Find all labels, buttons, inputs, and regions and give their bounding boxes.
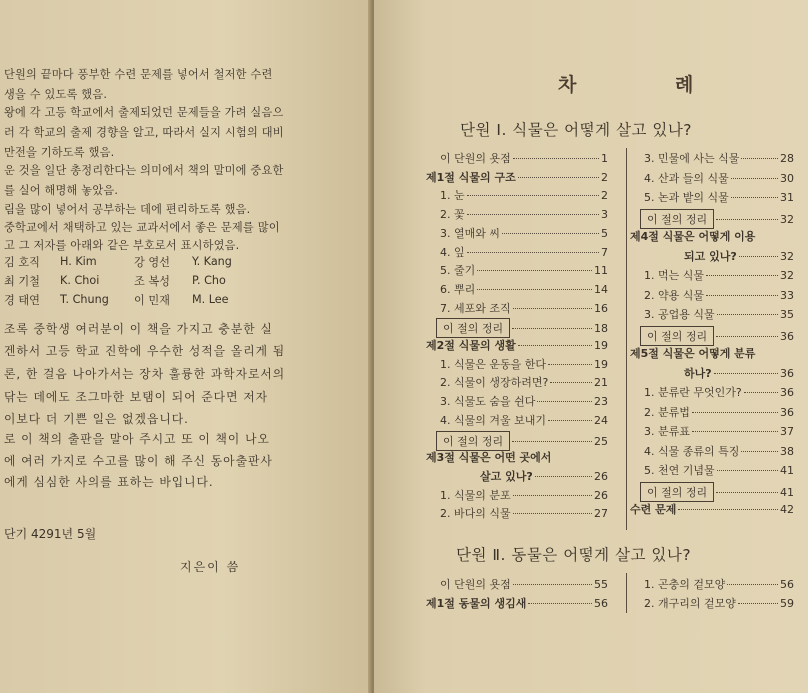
toc-entry[interactable]: [426, 595, 608, 611]
toc-entry[interactable]: [630, 443, 794, 459]
toc-entry[interactable]: [426, 318, 608, 338]
toc-entry[interactable]: [426, 449, 608, 465]
toc-page-number: 41: [780, 464, 794, 477]
toc-page-number: 26: [594, 488, 608, 502]
toc-title: 차 례: [558, 74, 740, 96]
preface-line: 러 각 학교의 출제 경향을 알고, 따라서 실지 시험의 대비: [4, 126, 284, 139]
toc-page-number: 21: [594, 376, 608, 390]
toc-page-number: 36: [780, 366, 794, 380]
unit-2-heading: 단원 Ⅱ. 동물은 어떻게 살고 있나?: [456, 546, 692, 564]
toc-entry[interactable]: [630, 595, 794, 611]
toc-page-number: 41: [780, 485, 794, 499]
leader-dots: [548, 420, 592, 421]
leader-dots: [714, 373, 778, 374]
toc-entry[interactable]: [630, 462, 794, 478]
toc-entry-label: 수련 문제: [630, 503, 677, 516]
preface-line: 중학교에서 채택하고 있는 교과서에서 좋은 문제를 많이: [4, 221, 280, 234]
closing-line: 에 여러 가지로 수고를 많이 해 주신 동아출판사: [4, 454, 273, 468]
author-row: [4, 290, 232, 309]
toc-page-number: 16: [594, 301, 608, 315]
preface-line: 를 실어 해명해 놓았음.: [4, 184, 119, 197]
toc-entry[interactable]: [426, 393, 608, 409]
leader-dots: [513, 308, 592, 309]
toc-entry[interactable]: [630, 209, 794, 229]
author-cell: 강 영선: [134, 255, 170, 269]
leader-dots: [512, 441, 592, 442]
leader-dots: [706, 275, 778, 276]
leader-dots: [741, 451, 778, 452]
leader-dots: [518, 177, 599, 178]
toc-page-number: 32: [780, 212, 794, 226]
toc-page-number: 2: [601, 170, 608, 184]
toc-entry-label: 2. 꽃: [440, 208, 465, 222]
toc-entry-label: 살고 있나?: [480, 469, 533, 483]
author-cell: P. Cho: [192, 274, 226, 287]
toc-page-number: 33: [780, 288, 794, 302]
leader-dots: [739, 256, 778, 257]
toc-entry-label: 하나?: [684, 366, 712, 380]
toc-entry-label: 제1절 식물의 구조: [426, 170, 516, 184]
toc-entry-label: 2. 약용 식물: [644, 288, 704, 302]
author-cell: 경 태연: [4, 293, 40, 307]
toc-entry-label: 되고 있나?: [684, 249, 737, 263]
toc-entry-label: 4. 잎: [440, 245, 465, 259]
toc-entry-label: 3. 민물에 사는 식물: [644, 152, 740, 165]
toc-entry[interactable]: [426, 487, 608, 503]
leader-dots: [548, 364, 592, 365]
author-cell: 김 호직: [4, 255, 40, 269]
toc-entry-label: 3. 분류표: [644, 425, 690, 438]
author-cell: Y. Kang: [192, 255, 232, 268]
toc-entry[interactable]: [426, 505, 608, 521]
toc-entry[interactable]: [426, 468, 608, 484]
toc-entry-label: 3. 열매와 씨: [440, 226, 500, 240]
toc-entry-label: 6. 뿌리: [440, 282, 476, 296]
toc-entry-label: 제2절 식물의 생활: [426, 339, 516, 352]
toc-entry[interactable]: [630, 326, 794, 346]
leader-dots: [513, 513, 592, 514]
author-codes-table: [4, 252, 232, 309]
toc-page-number: 3: [601, 208, 608, 222]
toc-entry[interactable]: [426, 337, 608, 353]
leader-dots: [738, 603, 778, 604]
closing-line: 겐하서 고등 학교 진학에 우수한 성적을 올리게 됨: [4, 344, 286, 358]
leader-dots: [741, 158, 778, 159]
toc-entry[interactable]: [426, 356, 608, 372]
toc-entry[interactable]: [426, 225, 608, 241]
toc-page-number: 24: [594, 413, 608, 427]
toc-page-number: 30: [780, 171, 794, 185]
preface-line: 만전을 기하도록 했음.: [4, 146, 115, 159]
toc-entry-label: 5. 줄기: [440, 264, 476, 278]
toc-page-number: 42: [780, 503, 794, 516]
toc-page-number: 32: [780, 269, 794, 282]
toc-entry[interactable]: [426, 281, 608, 297]
closing-line: 로 이 책의 출판을 말아 주시고 또 이 책이 나오: [4, 432, 270, 446]
leader-dots: [706, 295, 778, 296]
toc-entry[interactable]: [630, 501, 794, 517]
leader-dots: [502, 233, 599, 234]
toc-page-number: 28: [780, 152, 794, 165]
closing-line: 닦는 데에도 조그마한 보탬이 되어 준다면 저자: [4, 390, 269, 404]
toc-entry[interactable]: [630, 267, 794, 283]
toc-page-number: 35: [780, 308, 794, 321]
toc-entry-label: 이 단원의 욧점: [440, 152, 511, 165]
toc-entry[interactable]: [426, 150, 608, 166]
toc-entry[interactable]: [630, 576, 794, 592]
author-cell: H. Kim: [60, 255, 97, 268]
preface-line: 운 것을 일단 총정리한다는 의미에서 책의 말미에 중요한: [4, 164, 284, 177]
preface-signature: 지은이 씀: [180, 560, 241, 574]
toc-entry-label: 2. 바다의 식물: [440, 507, 511, 521]
toc-entry-label: 이 절의 정리: [436, 318, 510, 338]
toc-entry-label: 2. 식물이 생장하려면?: [440, 376, 549, 390]
toc-page-number: 32: [780, 249, 794, 263]
toc-entry-label: 3. 공업용 식물: [644, 308, 715, 321]
toc-entry-label: 3. 식물도 숨을 쉰다: [440, 395, 536, 409]
leader-dots: [716, 219, 778, 220]
toc-entry[interactable]: [630, 482, 794, 502]
toc-page-number: 38: [780, 444, 794, 458]
toc-page-number: 11: [594, 264, 608, 278]
toc-page-number: 36: [780, 329, 794, 343]
toc-entry[interactable]: [426, 206, 608, 222]
leader-dots: [518, 345, 592, 346]
toc-entry[interactable]: [630, 306, 794, 322]
leader-dots: [550, 382, 592, 383]
closing-line: 이보다 더 기쁜 일은 없겠읍니다.: [4, 412, 189, 426]
leader-dots: [717, 470, 778, 471]
toc-page-number: 56: [594, 597, 608, 610]
leader-dots: [537, 401, 592, 402]
toc-page-number: 56: [780, 578, 794, 591]
toc-entry[interactable]: [426, 169, 608, 185]
toc-entry[interactable]: [630, 345, 794, 361]
toc-page-number: 37: [780, 425, 794, 438]
leader-dots: [678, 509, 778, 510]
column-divider: [626, 148, 627, 530]
leader-dots: [744, 392, 778, 393]
toc-entry-label: 제4절 식물은 어떻게 이용: [630, 230, 756, 243]
toc-entry-label: 1. 식물은 운동을 한다: [440, 357, 546, 371]
toc-entry-label: 5. 논과 밭의 식물: [644, 191, 729, 204]
toc-page-number: 25: [594, 434, 608, 448]
toc-page-number: 27: [594, 507, 608, 521]
toc-entry-label: 1. 눈: [440, 189, 465, 203]
toc-entry[interactable]: [426, 300, 608, 316]
right-page: [374, 0, 808, 693]
toc-entry-label: 제1절 동물의 생김새: [426, 597, 527, 610]
toc-entry-label: 4. 식물 종류의 특징: [644, 444, 740, 458]
toc-entry-label: 이 단원의 욧점: [440, 578, 511, 591]
toc-entry-label: 제5절 식물은 어떻게 분류: [630, 347, 756, 360]
toc-entry-label: 이 절의 정리: [640, 209, 714, 229]
toc-page-number: 55: [594, 578, 608, 591]
toc-page-number: 2: [601, 189, 608, 203]
leader-dots: [513, 584, 592, 585]
toc-entry-label: 이 절의 정리: [640, 482, 714, 502]
preface-line: 단원의 끝마다 풍부한 수련 문제를 넣어서 철저한 수련: [4, 68, 273, 81]
toc-page-number: 23: [594, 395, 608, 409]
author-cell: M. Lee: [192, 293, 229, 306]
toc-entry[interactable]: [630, 404, 794, 420]
toc-entry-label: 1. 분류란 무엇인가?: [644, 386, 742, 399]
leader-dots: [692, 431, 778, 432]
author-cell: K. Choi: [60, 274, 100, 287]
toc-entry-label: 제3절 식물은 어떤 곳에서: [426, 451, 552, 465]
toc-entry[interactable]: [630, 287, 794, 303]
leader-dots: [467, 252, 599, 253]
column-divider-2: [626, 573, 627, 613]
toc-entry-label: 이 절의 정리: [640, 326, 714, 346]
leader-dots: [513, 495, 592, 496]
left-page: [0, 0, 372, 693]
leader-dots: [467, 195, 599, 196]
leader-dots: [467, 214, 599, 215]
toc-entry[interactable]: [630, 248, 794, 264]
preface-line: 왕에 각 고등 학교에서 출제되었던 문제들을 가려 실음으: [4, 106, 284, 119]
preface-line: 생을 수 있도록 했음.: [4, 88, 108, 101]
leader-dots: [731, 178, 778, 179]
toc-page-number: 7: [601, 245, 608, 259]
toc-entry-label: 1. 먹는 식물: [644, 269, 704, 282]
toc-entry[interactable]: [426, 412, 608, 428]
toc-page-number: 5: [601, 226, 608, 240]
toc-entry[interactable]: [630, 189, 794, 205]
leader-dots: [513, 158, 599, 159]
toc-entry[interactable]: [630, 228, 794, 244]
leader-dots: [692, 412, 778, 413]
toc-entry[interactable]: [630, 170, 794, 186]
toc-page-number: 18: [594, 322, 608, 336]
toc-page-number: 1: [601, 152, 608, 165]
leader-dots: [727, 584, 778, 585]
toc-entry-label: 4. 산과 들의 식물: [644, 171, 729, 185]
toc-page-number: 36: [780, 405, 794, 419]
closing-line: 론, 한 걸음 나아가서는 장차 훌륭한 과학자로서의: [4, 367, 286, 381]
leader-dots: [716, 336, 778, 337]
preface-line: 림을 많이 넣어서 공부하는 데에 편리하도록 했음.: [4, 203, 251, 216]
toc-entry-label: 1. 곤충의 겉모양: [644, 578, 726, 591]
toc-page-number: 14: [594, 282, 608, 296]
toc-page-number: 26: [594, 469, 608, 483]
closing-line: 조록 중학생 여러분이 이 책을 가지고 충분한 실: [4, 322, 273, 336]
closing-line: 에게 심심한 사의를 표하는 바입니다.: [4, 475, 214, 489]
leader-dots: [716, 492, 778, 493]
toc-entry-label: 7. 세포와 조직: [440, 301, 511, 315]
author-row: [4, 271, 232, 290]
toc-page-number: 19: [594, 339, 608, 352]
author-row: [4, 252, 232, 271]
toc-page-number: 31: [780, 191, 794, 204]
preface-line: 고 그 저자를 아래와 같은 부호로서 표시하였음.: [4, 239, 240, 252]
author-cell: 최 기철: [4, 274, 40, 288]
leader-dots: [528, 603, 592, 604]
toc-entry[interactable]: [630, 384, 794, 400]
leader-dots: [717, 314, 778, 315]
toc-entry[interactable]: [426, 374, 608, 390]
toc-entry[interactable]: [426, 431, 608, 451]
leader-dots: [477, 270, 592, 271]
toc-entry-label: 5. 천연 기념물: [644, 464, 715, 477]
toc-entry-label: 이 절의 정리: [436, 431, 510, 451]
toc-page-number: 36: [780, 386, 794, 399]
author-cell: T. Chung: [60, 293, 109, 306]
toc-entry[interactable]: [426, 244, 608, 260]
leader-dots: [477, 289, 592, 290]
toc-page-number: 59: [780, 597, 794, 610]
leader-dots: [535, 476, 592, 477]
toc-entry-label: 2. 분류법: [644, 405, 690, 419]
unit-1-heading: 단원 Ⅰ. 식물은 어떻게 살고 있나?: [460, 121, 693, 139]
toc-entry[interactable]: [426, 187, 608, 203]
toc-entry-label: 2. 개구리의 겉모양: [644, 597, 736, 610]
leader-dots: [512, 328, 592, 329]
toc-entry[interactable]: [630, 423, 794, 439]
author-cell: 이 민재: [134, 293, 170, 307]
toc-entry-label: 4. 식물의 겨울 보내기: [440, 413, 546, 427]
leader-dots: [731, 197, 778, 198]
toc-page-number: 19: [594, 357, 608, 371]
toc-entry[interactable]: [630, 150, 794, 166]
toc-entry[interactable]: [630, 365, 794, 381]
preface-date: 단기 4291년 5월: [4, 527, 97, 541]
author-cell: 조 복성: [134, 274, 170, 288]
toc-entry[interactable]: [426, 576, 608, 592]
toc-entry[interactable]: [426, 262, 608, 278]
toc-entry-label: 1. 식물의 분포: [440, 488, 511, 502]
